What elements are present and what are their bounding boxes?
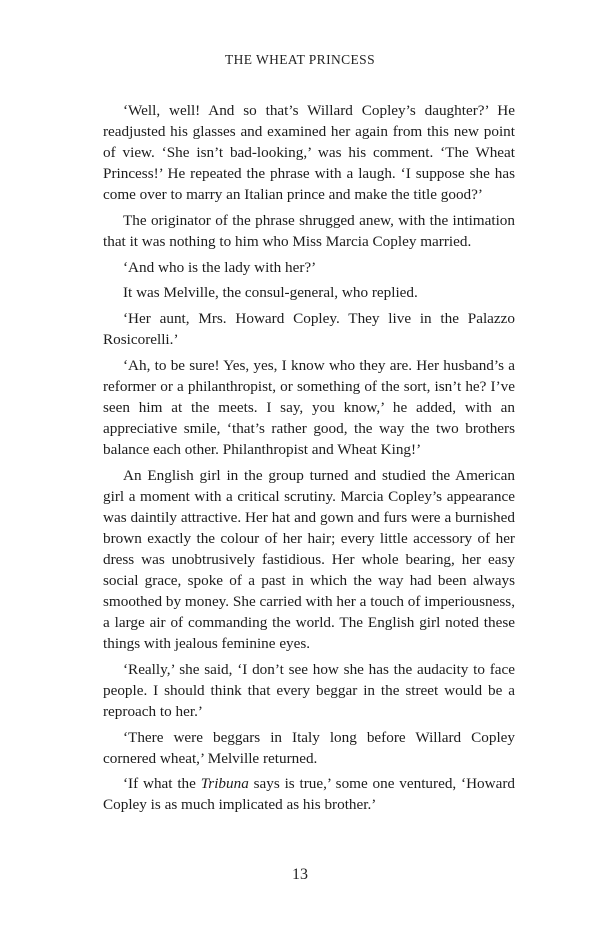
paragraph: ‘Her aunt, Mrs. Howard Copley. They live in the Palazzo Rosicorelli.’	[103, 309, 515, 348]
paragraph: ‘There were beggars in Italy long before Willard Copley cornered wheat,’ Melville returned.	[103, 728, 515, 767]
text-run: says is true,’ some one ventured, ‘Howard Copley is as much implicated as his brother.’	[103, 775, 515, 814]
paragraph-last	[103, 773, 515, 815]
text-run: ‘If what the	[123, 775, 201, 793]
running-head: THE WHEAT PRINCESS	[225, 52, 375, 67]
newspaper-title: Tribuna	[200, 775, 249, 793]
paragraph: The originator of the phrase shrugged anew, with the intimation that it was nothing to him who Miss Marcia Copley married.	[103, 211, 515, 251]
paragraph: ‘Ah, to be sure! Yes, yes, I know who they are. Her husband’s a reformer or a philanthropist, or something of the sort, isn’t he? I’ve seen him at the meets. I say, you know,’ he added, with an appreciative smile, ‘that’s rather good, the way the two brothers balance each other. Philanthropist and Wheat King!’	[103, 356, 515, 458]
paragraph: ‘And who is the lady with her?’	[123, 258, 317, 276]
page-number: 13	[292, 866, 308, 883]
body-text	[103, 100, 515, 820]
paragraph: ‘Well, well! And so that’s Willard Copley’s daughter?’ He readjusted his glasses and examined her again from this new point of view. ‘She isn’t bad-looking,’ was his comment. ‘The Wheat Princess!’ He repeated the phrase with a laugh. ‘I suppose she has come over to marry an Italian prince and make the title good?’	[103, 102, 515, 204]
paragraph: ‘Really,’ she said, ‘I don’t see how she has the audacity to face people. I should think that every beggar in the street would be a reproach to her.’	[103, 660, 515, 721]
paragraph: An English girl in the group turned and studied the American girl a moment with a critical scrutiny. Marcia Copley’s appearance was daintily attractive. Her hat and gown and furs were a burnished brown exactly the colour of her hair; every little accessory of her dress was unobtrusively fastidious. Her whole bearing, her easy social grace, spoke of a past in which the way had been always smoothed by money. She carried with her a touch of imperiousness, a large air of commanding the world. The English girl noted these things with jealous feminine eyes.	[103, 466, 515, 653]
paragraph: It was Melville, the consul-general, who replied.	[123, 284, 418, 302]
